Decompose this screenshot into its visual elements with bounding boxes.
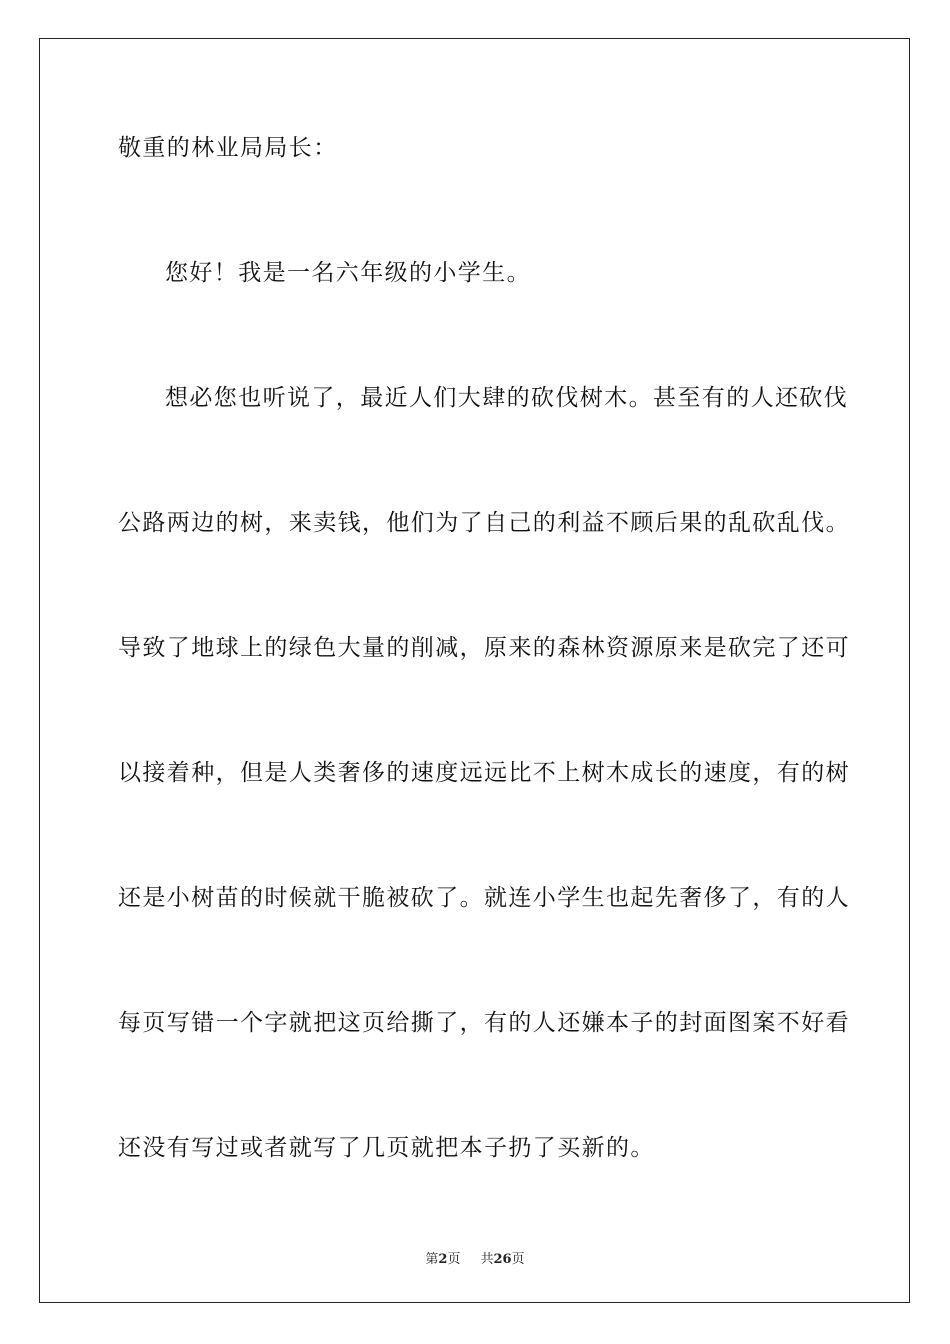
page-suffix: 页 — [447, 1252, 461, 1267]
paragraph-line-1: 您好！我是一名六年级的小学生。 — [165, 260, 531, 286]
total-pages: 26 — [493, 1252, 512, 1267]
total-prefix: 共 — [480, 1252, 494, 1267]
page-footer — [0, 1248, 950, 1267]
paragraph-line-8: 还没有写过或者就写了几页就把本子扔了买新的。 — [118, 1135, 655, 1161]
page-number: 2 — [438, 1252, 448, 1267]
total-suffix: 页 — [511, 1252, 525, 1267]
paragraph-line-4: 导致了地球上的绿色大量的削减，原来的森林资源原来是砍完了还可 — [118, 635, 850, 661]
page-border — [39, 38, 910, 1303]
paragraph-line-3: 公路两边的树，来卖钱，他们为了自己的利益不顾后果的乱砍乱伐。 — [118, 510, 850, 536]
paragraph-line-7: 每页写错一个字就把这页给撕了，有的人还嫌本子的封面图案不好看 — [118, 1010, 850, 1036]
paragraph-line-5: 以接着种，但是人类奢侈的速度远远比不上树木成长的速度，有的树 — [118, 760, 850, 786]
paragraph-line-6: 还是小树苗的时候就干脆被砍了。就连小学生也起先奢侈了，有的人 — [118, 885, 850, 911]
paragraph-line-2: 想必您也听说了，最近人们大肆的砍伐树木。甚至有的人还砍伐 — [165, 385, 849, 411]
salutation: 敬重的林业局局长： — [118, 135, 338, 161]
page-prefix: 第 — [425, 1252, 439, 1267]
